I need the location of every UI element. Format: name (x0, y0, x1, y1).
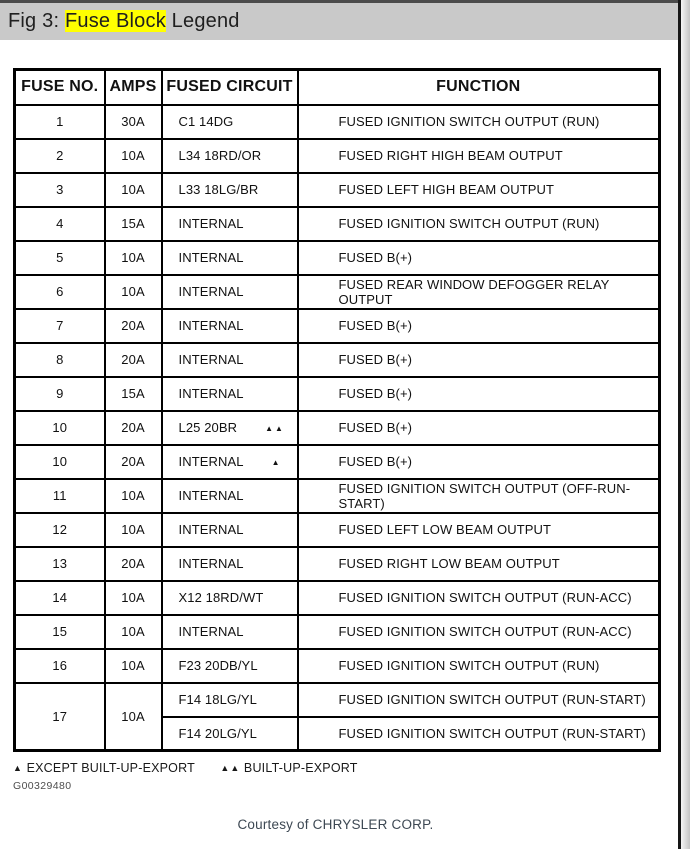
fuse-row (15, 581, 660, 615)
footnotes (13, 761, 658, 775)
fused-circuit-cell (162, 139, 298, 173)
circuit-label: INTERNAL (178, 624, 244, 639)
function-cell: FUSED IGNITION SWITCH OUTPUT (OFF-RUN-START) (298, 479, 660, 513)
fused-circuit-cell (162, 479, 298, 513)
circuit-label: F23 20DB/YL (178, 658, 258, 673)
amps-cell: 15A (105, 207, 162, 241)
amps-cell: 20A (105, 445, 162, 479)
fused-circuit-cell (162, 581, 298, 615)
fuse-row (15, 275, 660, 309)
fused-circuit-cell (162, 173, 298, 207)
triangle-icon: ▲ (13, 763, 23, 773)
fuse-number-cell: 7 (15, 309, 105, 343)
fuse-row (15, 513, 660, 547)
document-content (13, 68, 658, 832)
function-cell: FUSED IGNITION SWITCH OUTPUT (RUN) (298, 105, 660, 139)
figure-code: G00329480 (13, 780, 72, 792)
fuse-row (15, 139, 660, 173)
fuse-number-cell: 10 (15, 445, 105, 479)
fused-circuit-cell (162, 513, 298, 547)
column-header-amps: AMPS (105, 70, 162, 105)
amps-cell: 20A (105, 343, 162, 377)
amps-cell: 10A (105, 649, 162, 683)
amps-cell: 10A (105, 139, 162, 173)
fuse-number-cell: 11 (15, 479, 105, 513)
fuse-number-cell: 6 (15, 275, 105, 309)
fused-circuit-cell (162, 105, 298, 139)
circuit-label: INTERNAL (178, 318, 244, 333)
function-cell: FUSED RIGHT HIGH BEAM OUTPUT (298, 139, 660, 173)
fuse-row (15, 207, 660, 241)
amps-cell: 20A (105, 309, 162, 343)
amps-cell: 30A (105, 105, 162, 139)
function-cell: FUSED IGNITION SWITCH OUTPUT (RUN-ACC) (298, 615, 660, 649)
fuse-row (15, 683, 660, 717)
fuse-number-cell: 16 (15, 649, 105, 683)
fused-circuit-cell (162, 241, 298, 275)
function-cell: FUSED IGNITION SWITCH OUTPUT (RUN) (298, 207, 660, 241)
fused-circuit-cell (162, 615, 298, 649)
fused-circuit-cell (162, 683, 298, 717)
circuit-label: F14 20LG/YL (178, 725, 257, 741)
function-cell: FUSED IGNITION SWITCH OUTPUT (RUN-START) (298, 717, 660, 751)
column-header-fused-circuit: FUSED CIRCUIT (162, 70, 298, 105)
function-cell: FUSED B(+) (298, 241, 660, 275)
amps-cell: 10A (105, 513, 162, 547)
fused-circuit-cell (162, 377, 298, 411)
fused-circuit-cell (162, 445, 298, 479)
figure-caption-prefix: Fig 3: (8, 10, 65, 32)
fuse-row (15, 649, 660, 683)
fuse-number-cell: 1 (15, 105, 105, 139)
fused-circuit-cell (162, 717, 298, 751)
amps-cell: 10A (105, 479, 162, 513)
fuse-number-cell: 4 (15, 207, 105, 241)
table-header-row (15, 70, 660, 105)
fuse-block-legend-table (13, 68, 661, 752)
fuse-row (15, 309, 660, 343)
fuse-number-cell: 5 (15, 241, 105, 275)
circuit-label: INTERNAL (178, 488, 244, 503)
fused-circuit-cell (162, 207, 298, 241)
double-triangle-icon: ▲▲ (220, 763, 241, 773)
fuse-number-cell: 3 (15, 173, 105, 207)
function-cell: FUSED LEFT LOW BEAM OUTPUT (298, 513, 660, 547)
circuit-label: L33 18LG/BR (178, 182, 259, 197)
amps-cell: 10A (105, 683, 162, 751)
footnote-except-built-up-export (13, 761, 195, 775)
fuse-number-cell: 9 (15, 377, 105, 411)
circuit-label: F14 18LG/YL (178, 692, 257, 707)
amps-cell: 10A (105, 275, 162, 309)
fuse-row (15, 377, 660, 411)
circuit-label: INTERNAL (178, 522, 244, 537)
amps-cell: 10A (105, 615, 162, 649)
circuit-label: INTERNAL (178, 216, 244, 231)
amps-cell: 10A (105, 173, 162, 207)
circuit-label: INTERNAL (178, 352, 244, 367)
figure-caption-suffix: Legend (165, 10, 240, 32)
function-cell: FUSED B(+) (298, 411, 660, 445)
column-header-fuse-no: FUSE NO. (15, 70, 105, 105)
fused-circuit-cell (162, 547, 298, 581)
fuse-number-cell: 10 (15, 411, 105, 445)
export-marker-icon: ▲▲ (265, 424, 285, 433)
footnote-text: EXCEPT BUILT-UP-EXPORT (26, 761, 195, 775)
circuit-label: INTERNAL (178, 454, 244, 469)
circuit-label: INTERNAL (178, 284, 244, 299)
amps-cell: 10A (105, 241, 162, 275)
circuit-label: L34 18RD/OR (178, 148, 262, 163)
fuse-row (15, 343, 660, 377)
amps-cell: 20A (105, 547, 162, 581)
fuse-number-cell: 8 (15, 343, 105, 377)
fuse-number-cell: 12 (15, 513, 105, 547)
fuse-row (15, 173, 660, 207)
circuit-label: L25 20BR (178, 420, 238, 435)
fuse-number-cell: 13 (15, 547, 105, 581)
fuse-number-cell: 14 (15, 581, 105, 615)
column-header-function: FUNCTION (298, 70, 660, 105)
figure-caption-bar (0, 3, 678, 40)
fuse-row (15, 241, 660, 275)
circuit-label: INTERNAL (178, 556, 244, 571)
fused-circuit-cell (162, 411, 298, 445)
fused-circuit-cell (162, 343, 298, 377)
highlighted-text: Fuse Block (64, 10, 166, 32)
fuse-table-body (15, 105, 660, 751)
fuse-number-cell: 17 (15, 683, 105, 751)
amps-cell: 15A (105, 377, 162, 411)
fuse-row (15, 411, 660, 445)
function-cell: FUSED B(+) (298, 377, 660, 411)
fused-circuit-cell (162, 275, 298, 309)
fused-circuit-cell (162, 309, 298, 343)
amps-cell: 20A (105, 411, 162, 445)
function-cell: FUSED B(+) (298, 343, 660, 377)
function-cell: FUSED REAR WINDOW DEFOGGER RELAY OUTPUT (298, 275, 660, 309)
fuse-row (15, 105, 660, 139)
circuit-label: INTERNAL (178, 386, 244, 401)
function-cell: FUSED LEFT HIGH BEAM OUTPUT (298, 173, 660, 207)
fused-circuit-cell (162, 649, 298, 683)
footnote-text: BUILT-UP-EXPORT (243, 761, 358, 775)
function-cell: FUSED IGNITION SWITCH OUTPUT (RUN) (298, 649, 660, 683)
fuse-row (15, 547, 660, 581)
export-marker-icon: ▲ (271, 458, 282, 467)
page-edge-shadow (681, 0, 690, 849)
fuse-row (15, 479, 660, 513)
function-cell: FUSED IGNITION SWITCH OUTPUT (RUN-START) (298, 683, 660, 717)
function-cell: FUSED B(+) (298, 445, 660, 479)
courtesy-line: Courtesy of CHRYSLER CORP. (237, 817, 434, 832)
circuit-label: C1 14DG (178, 114, 234, 129)
fuse-number-cell: 15 (15, 615, 105, 649)
circuit-label: INTERNAL (178, 250, 244, 265)
footnote-built-up-export (220, 761, 357, 775)
function-cell: FUSED B(+) (298, 309, 660, 343)
amps-cell: 10A (105, 581, 162, 615)
fuse-number-cell: 2 (15, 139, 105, 173)
function-cell: FUSED RIGHT LOW BEAM OUTPUT (298, 547, 660, 581)
circuit-label: X12 18RD/WT (178, 590, 264, 605)
fuse-row (15, 445, 660, 479)
fuse-row (15, 615, 660, 649)
function-cell: FUSED IGNITION SWITCH OUTPUT (RUN-ACC) (298, 581, 660, 615)
